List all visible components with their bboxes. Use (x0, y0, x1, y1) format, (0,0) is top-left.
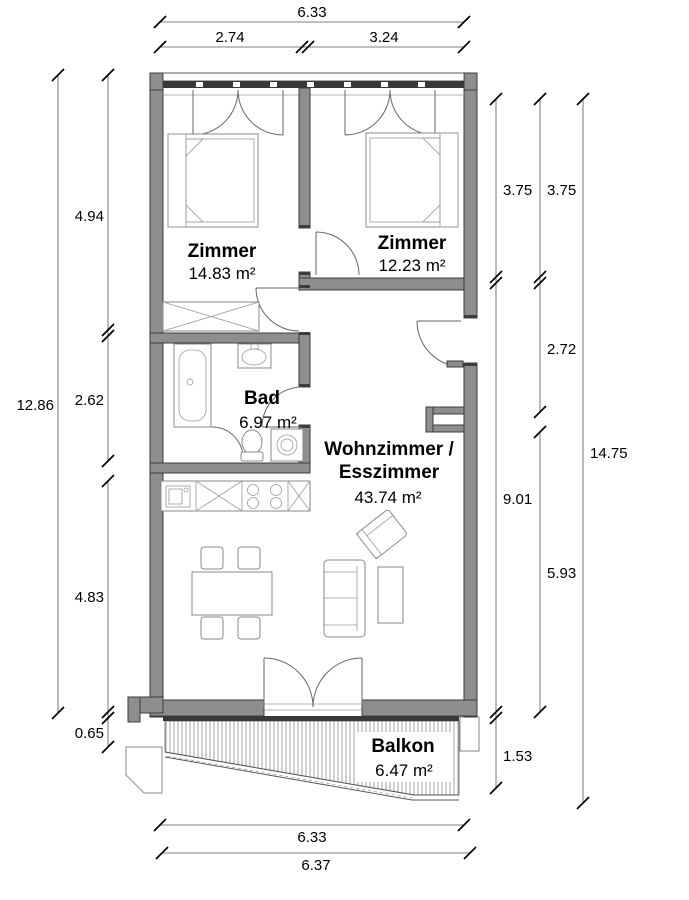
dim-left-seg2: 2.62 (74, 392, 104, 409)
corner-pillar-bottom-left-foot (128, 697, 140, 722)
bad-area: 6.97 m² (239, 413, 297, 432)
planter-box (126, 747, 162, 793)
kitchen-counter (161, 481, 310, 511)
french-window-zimmer2 (345, 90, 435, 135)
wohnzimmer-name-line2: Esszimmer (338, 462, 440, 483)
balcony (126, 717, 479, 800)
wardrobe (163, 302, 259, 331)
left-exterior-wall (150, 73, 163, 717)
balcony-french-door (264, 658, 362, 707)
bad-name: Bad (244, 388, 280, 409)
wohnzimmer-area: 43.74 m² (354, 488, 422, 507)
french-window-zimmer1 (193, 90, 283, 135)
dim-right-total: 14.75 (590, 445, 628, 462)
wall-shaft (426, 407, 464, 432)
bottom-wall-left (150, 700, 264, 716)
dim-bottom-outer: 6.37 (301, 857, 331, 874)
sofa (324, 560, 365, 637)
bed-zimmer1 (168, 134, 258, 227)
bathroom-bottom-wall (150, 463, 310, 473)
balkon-area: 6.47 m² (375, 761, 433, 780)
toilet (241, 430, 263, 461)
balcony-pillar (460, 717, 479, 751)
bathroom-right-wall-upper (299, 333, 310, 387)
entrance-door-leaf (447, 361, 463, 367)
zimmer2-name: Zimmer (377, 233, 447, 254)
dim-top-total: 6.33 (297, 4, 327, 21)
zimmer1-door-swing (256, 288, 299, 331)
zimmer2-area: 12.23 m² (378, 256, 446, 275)
zimmer2-bottom-wall (299, 278, 464, 290)
dim-left-total: 12.86 (16, 397, 54, 414)
dim-right-a-seg1: 3.75 (503, 182, 533, 199)
bed-zimmer2 (366, 133, 458, 227)
bottom-wall-right (362, 700, 477, 716)
zimmer1-area: 14.83 m² (188, 264, 256, 283)
bathroom-sink (238, 344, 271, 368)
zimmer2-door-swing (316, 232, 359, 275)
dim-right-b-seg2: 2.72 (547, 341, 577, 358)
dim-top-left: 2.74 (215, 29, 245, 46)
dim-left-seg4: 0.65 (74, 725, 104, 742)
dim-left-seg1: 4.94 (74, 208, 104, 225)
zimmer1-name: Zimmer (187, 241, 257, 262)
dim-right-b-seg3: 5.93 (547, 565, 577, 582)
entrance-door-swing (417, 321, 463, 367)
dim-right-a-seg3: 1.53 (503, 748, 533, 765)
dim-left-seg3: 4.83 (74, 589, 104, 606)
armchair (356, 509, 407, 559)
bedroom-divider-wall-upper (299, 88, 310, 228)
dining-table-set (192, 547, 272, 639)
right-exterior-wall-lower (464, 363, 477, 717)
side-table (378, 567, 403, 623)
right-exterior-wall-upper (464, 73, 477, 318)
balkon-name: Balkon (371, 736, 435, 757)
dim-right-a-seg2: 9.01 (503, 491, 533, 508)
window-band-glazing (163, 73, 464, 81)
dim-bottom-inner: 6.33 (297, 829, 327, 846)
corner-pillar-top-left (150, 73, 163, 90)
washing-machine (271, 429, 303, 461)
bathroom-top-wall (150, 333, 310, 343)
corner-pillar-top-right (464, 73, 477, 90)
dim-top-right: 3.24 (369, 29, 399, 46)
dim-right-b-seg1: 3.75 (547, 182, 577, 199)
balcony-door-sill (163, 716, 459, 721)
wohnzimmer-name-line1: Wohnzimmer / (324, 439, 454, 460)
bathtub (174, 344, 211, 427)
